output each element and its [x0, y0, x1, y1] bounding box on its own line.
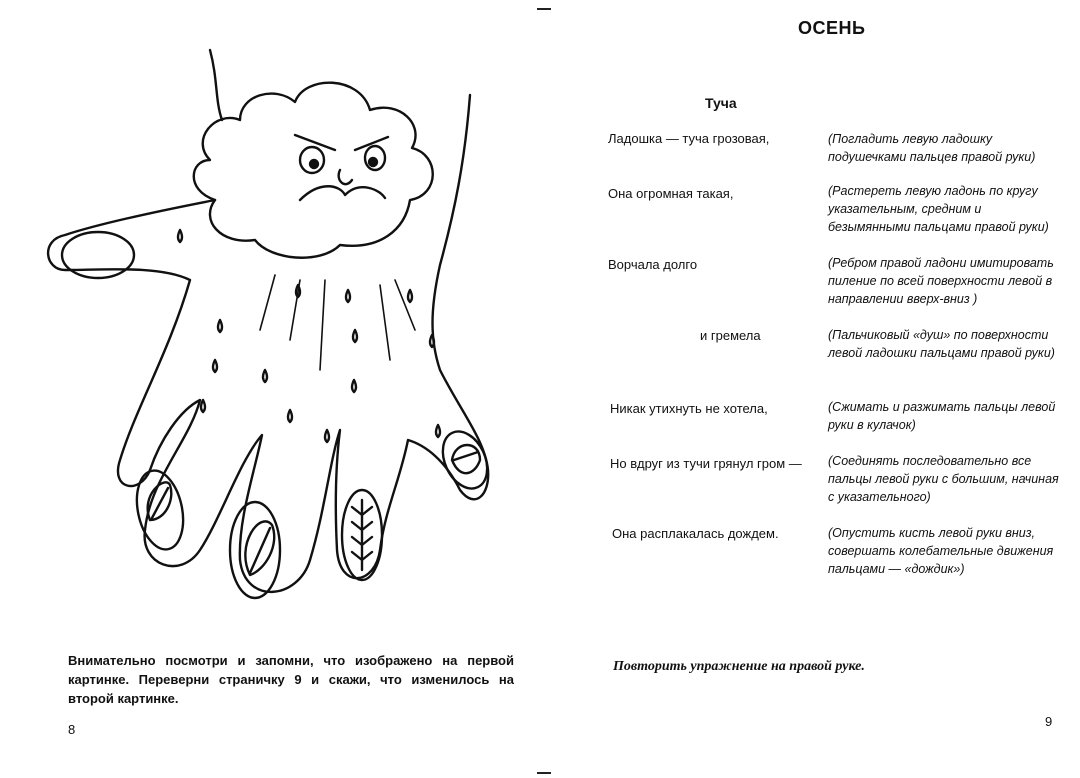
- verse-line: Но вдруг из тучи грянул гром —: [610, 456, 802, 471]
- action-note: (Опустить кисть левой руки вниз, совершать колебательные движения пальцами — «дождик»): [828, 526, 1054, 576]
- repeat-instruction: Повторить упражнение на правой руке.: [613, 659, 865, 674]
- action-note: (Пальчиковый «душ» по поверхности левой ладошки пальцами правой руки): [828, 328, 1055, 360]
- verse-line: и гремела: [700, 328, 761, 343]
- verse-line: Она огромная такая,: [608, 186, 734, 201]
- page-number: 9: [1045, 714, 1053, 729]
- fingertip-leaves: [130, 424, 496, 598]
- action-note: (Соединять последовательно все пальцы левой руки с большим, начиная с указательного): [828, 454, 1059, 504]
- verse-line: Никак утихнуть не хотела,: [610, 401, 768, 416]
- action-note: (Растереть левую ладонь по кругу указательным, средним и безымянными пальцами правой руки): [828, 184, 1049, 234]
- thumb-nail: [62, 232, 134, 278]
- action-note: (Ребром правой ладони имитировать пиление по всей поверхности левой в направлении вверх-вниз ): [828, 256, 1054, 306]
- cloud: [194, 83, 433, 258]
- verse-line: Она расплакалась дождем.: [612, 526, 779, 541]
- page-number: 8: [68, 722, 76, 737]
- action-note: (Сжимать и разжимать пальцы левой руки в кулачок): [828, 400, 1056, 432]
- verse-line: Ладошка — туча грозовая,: [608, 131, 770, 146]
- poem-title: Туча: [705, 95, 737, 111]
- right-page: [540, 0, 1080, 778]
- season-title: ОСЕНЬ: [798, 18, 866, 38]
- rain-drops: [178, 230, 440, 442]
- action-note: (Погладить левую ладошку подушечками пальцев правой руки): [828, 132, 1036, 164]
- hand-cloud-illustration: [40, 40, 510, 640]
- rain-streaks: [260, 275, 415, 370]
- verse-line: Ворчала долго: [608, 257, 698, 272]
- instruction-text: Внимательно посмотри и запомни, что изображено на первой картинке. Переверни страничку 9 и скажи, что изменилось на второй картинке.: [68, 653, 514, 706]
